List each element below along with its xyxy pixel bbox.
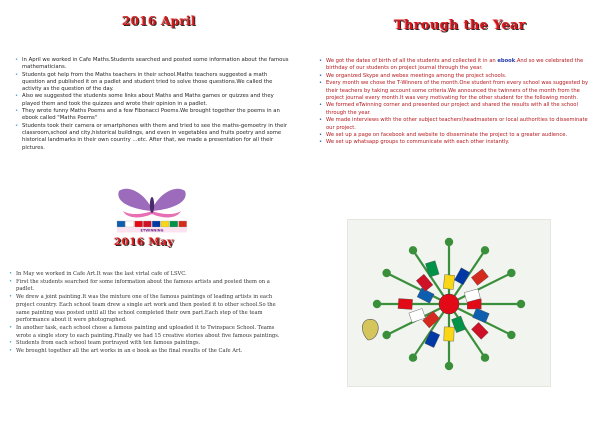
list-item-text: We organized Skype and webex meetings among the project schools. [326,72,507,79]
list-item-text: Students from each school team portrayed with ten famous paintings. [16,340,201,347]
list-item-text: Students took their camera or smartphones with them and tried to see the maths-gemoetry in their classroom,school and city,historical buildings, and even in vegetables and fruits poetry and some historical landmarks in their own country ...etc. After that, we made a presentation for all their pictures. [22,122,288,151]
logo-flag [152,221,160,227]
list-item [14,57,290,72]
list-item-text: In another task, each school chose a famous painting and uploaded it to Twinspace School. Teams wrote a single story to each painting.Finally we had 15 creative stories about five famous paintings. [16,324,280,339]
list-item-text: We brought together all the art works in an e book as the final results of the Cafe Art. [16,348,243,355]
bullet-icon: • [9,278,13,285]
logo-wing-lower-left [123,211,152,217]
list-item-text: In May we worked in Cafe Art.It was the last virtal cafe of LSVC. [16,271,187,277]
hand [507,331,515,339]
list-item-text: In April we worked in Cafe Maths.Students searched and posted some information about the famous mathematicians. [22,57,289,71]
bullet-icon: • [15,71,19,78]
list-item [14,123,290,152]
highlighted-link[interactable]: ebook [497,58,516,64]
april-heading-watermark [147,30,148,34]
list-item [318,80,590,102]
bullet-icon: • [319,102,323,109]
year-heading-watermark [440,36,441,40]
list-item [8,340,288,348]
list-item-text: We drew a joint painting.It was the mixture one of the famous paintings of leading artists in each project country. Each school team drew a single art work and then posted it to other school.So the same painting was posted until all the school completed their own part.Each step of the team performance about it were photographed. [16,294,276,324]
bullet-icon: • [15,93,19,100]
list-item [14,108,290,123]
list-item [318,139,590,146]
bullet-icon: • [319,58,323,64]
list-item-text: Also we suggested the students some links about Maths and Maths games or quizzes and they played them and took the quizzes and wrote their opinion in a padlet. [22,93,274,107]
joint-art-drawing [348,220,550,386]
may-list [8,271,288,356]
logo-wing-lower-right [152,211,181,217]
hand [517,300,525,308]
list-item-text: Students got help from the Maths teachers in their school.Maths teachers suggested a math question and published it on a padlet and student tried to solve those questions.We called the activity as the question of the day. [22,71,273,93]
logo-flag [161,221,169,227]
hand [382,269,390,277]
bullet-icon: • [319,80,323,87]
hand [373,300,381,308]
bullet-icon: • [15,57,19,63]
hand [445,362,453,370]
logo-flag [117,221,125,227]
bullet-icon: • [15,122,19,129]
etwinning-logo [113,181,191,239]
hand [409,246,417,254]
april-heading: 2016 April [122,14,196,28]
list-item-text: We made interviews with the other subject teachers\headmasters or local authorities to disseminate our project. [326,117,588,131]
bullet-icon: • [9,324,13,331]
logo-label: ETWINNING [140,228,164,233]
center-flag [439,294,459,314]
flag-tile [443,275,454,290]
flag-tile [444,327,454,341]
list-item [318,102,590,117]
hand [409,353,417,361]
list-item [8,271,288,279]
list-item-text-rest: .And so we celebrated the birthday of our students on project journal through the year. [326,58,584,72]
bullet-icon: • [15,108,19,115]
bullet-icon: • [319,139,323,146]
flag-tile [398,299,413,310]
bullet-icon: • [319,132,323,139]
april-list [14,57,290,152]
logo-flag [126,221,134,227]
bullet-icon: • [319,117,323,124]
list-item [8,325,288,340]
list-item [318,73,590,80]
logo-wing-right [152,189,186,211]
list-item-text: We set up a page on facebook and website to disseminate the project to a greater audience. [326,132,568,139]
logo-flag [143,221,151,227]
bullet-icon: • [9,348,13,355]
bullet-icon: • [9,294,13,301]
year-list [318,58,590,147]
list-item [8,348,288,356]
hand [481,353,489,361]
list-item [318,132,590,139]
list-item-text: First the students searched for some information about the famous artists and posted them on a padlet. [16,278,270,293]
bullet-icon: • [319,72,323,79]
hand [382,331,390,339]
may-heading: 2016 May [114,236,174,248]
list-item-text: They wrote funny Maths Poems and a few Fibonacci Poems.We brought together the poems in an ebook called "Maths Poems" [22,108,280,122]
list-item [14,72,290,94]
joint-art-photo [347,219,551,387]
hand [445,238,453,246]
list-item-text: We got the dates of birth of all the students and collected it in an [326,58,498,64]
hand [507,269,515,277]
list-item [318,117,590,132]
list-item [318,58,590,73]
list-item-text: We formed eTwinning corner and presented our project and shared the results with all the school through the year. [326,102,578,116]
logo-flag [135,221,143,227]
list-item [14,93,290,108]
hand [481,246,489,254]
logo-wing-left [118,189,152,211]
logo-flag [170,221,178,227]
through-the-year-heading: Through the Year [394,18,526,33]
list-item-text: Every month we chose the T-Winners of the month.One student from every school was suggested by their teachers by taking account some criteria.We announced the twinners of the month from the project journal every month.It was very motivating for the other student for the following month. [326,80,589,102]
bullet-icon: • [9,271,13,277]
bullet-icon: • [9,340,13,347]
logo-body [150,197,154,213]
list-item [8,279,288,294]
logo-flag [179,221,187,227]
list-item-text: We set up whatsapp groups to communicate with each other instantly. [326,139,510,146]
list-item [8,294,288,325]
